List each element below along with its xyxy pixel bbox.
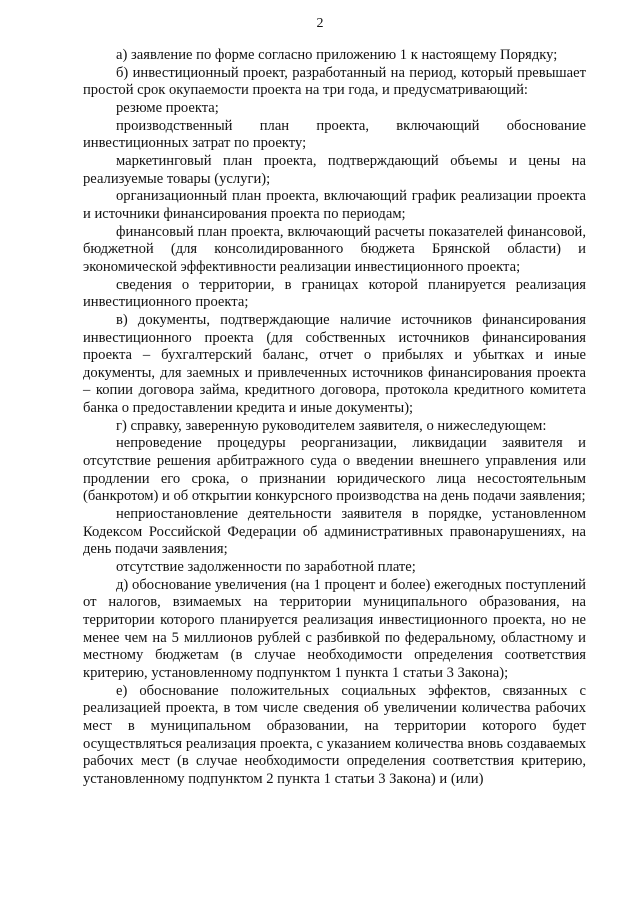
paragraph-b: б) инвестиционный проект, разработанный на период, который превышает простой срок окупаемости проекта на три года, и предусматривающий:	[83, 64, 586, 99]
paragraph-no-wage-debt: отсутствие задолженности по заработной плате;	[116, 559, 416, 576]
paragraph-organizational-plan: организационный план проекта, включающий график реализации проекта и источники финансирования проекта по периодам;	[83, 188, 586, 222]
paragraph-no-reorganization: непроведение процедуры реорганизации, ликвидации заявителя и отсутствие решения арбитражного суда о введении внешнего управления или продлении его срока, о признании юридического лица несостоятельным (банкротом) и об открытии конкурсного производства на день подачи заявления;	[83, 435, 586, 505]
paragraph-e: е) обоснование положительных социальных эффектов, связанных с реализацией проекта, в том числе сведения об увеличении количества рабочих мест в муниципальном образовании, на территории которого будет осуществляться реализация проекта, с указанием количества вновь создаваемых рабочих мест (в случае необходимости определения соответствия критерию, установленному подпунктом 2 пункта 1 статьи 3 Закона) и (или)	[83, 682, 586, 787]
paragraph-v: в) документы, подтверждающие наличие источников финансирования инвестиционного проекта (для собственных источников финансирования проекта – бухгалтерский баланс, отчет о прибылях и убытках и иные документы, для заемных и привлеченных источников финансирования проекта – копии договора займа, кредитного договора, протокола кредитного комитета банка о предоставлении кредита и иные документы);	[83, 311, 586, 417]
paragraph-production-plan: производственный план проекта, включающий обоснование инвестиционных затрат по проекту;	[83, 117, 586, 152]
paragraph-territory: сведения о территории, в границах которой планируется реализация инвестиционного проекта;	[83, 276, 586, 311]
paragraph-d: д) обоснование увеличения (на 1 процент и более) ежегодных поступлений от налогов, взимаемых на территории муниципального образования, на территории которого планируется реализация инвестиционного проекта, но не менее чем на 5 миллионов рублей с разбивкой по федеральному, областному и местному бюджетам (в случае необходимости определения соответствия критерию, установленному подпунктом 1 пункта 1 статьи 3 Закона);	[83, 576, 586, 681]
paragraph-no-suspension: неприостановление деятельности заявителя в порядке, установленном Кодексом Российской Федерации об административных правонарушениях, на день подачи заявления;	[83, 506, 586, 558]
paragraph-marketing-plan: маркетинговый план проекта, подтверждающий объемы и цены на реализуемые товары (услуги);	[83, 152, 586, 187]
paragraph-g: г) справку, заверенную руководителем заявителя, о нижеследующем:	[116, 417, 547, 434]
paragraph-a: а) заявление по форме согласно приложению 1 к настоящему Порядку;	[116, 47, 558, 63]
paragraph-resume: резюме проекта;	[116, 99, 219, 116]
paragraph-financial-plan: финансовый план проекта, включающий расчеты показателей финансовой, бюджетной (для консолидированного бюджета Брянской области) и экономической эффективности реализации инвестиционного проекта;	[83, 223, 586, 275]
document-body	[83, 47, 586, 789]
page-number: 2	[316, 16, 324, 31]
